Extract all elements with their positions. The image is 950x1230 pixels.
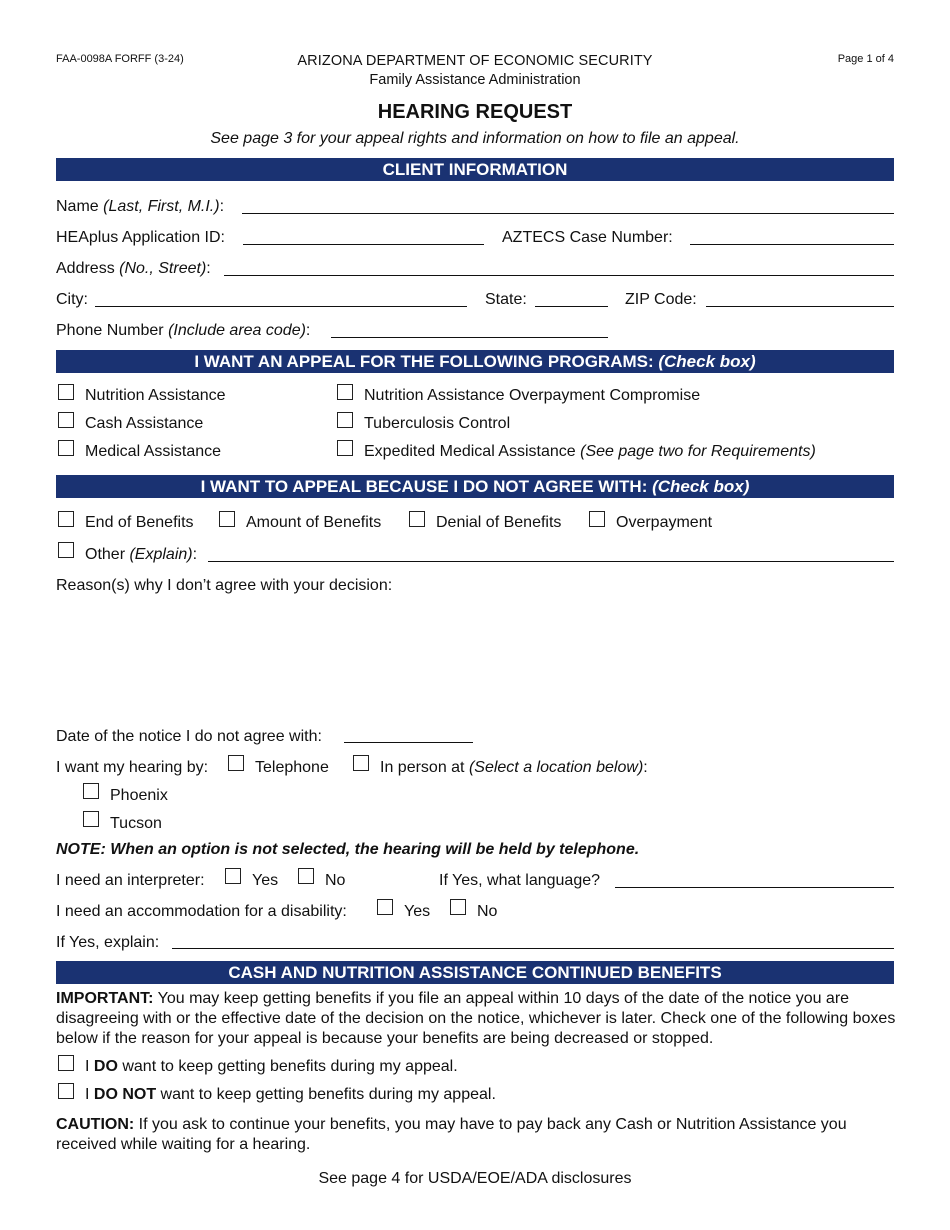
- nutrition-assistance-label: Nutrition Assistance: [85, 387, 226, 404]
- overpayment-compromise-label: Nutrition Assistance Overpayment Compromise: [364, 387, 701, 404]
- tucson-checkbox[interactable]: [83, 811, 99, 827]
- other-label: Other (Explain):: [85, 546, 198, 563]
- overpayment-compromise-checkbox[interactable]: [337, 384, 353, 400]
- accommodation-explain-field[interactable]: [172, 948, 894, 949]
- end-of-benefits-label: End of Benefits: [85, 514, 194, 531]
- section-client-information: CLIENT INFORMATION: [56, 158, 894, 181]
- cash-assistance-label: Cash Assistance: [85, 415, 204, 432]
- page-number: Page 1 of 4: [837, 53, 894, 65]
- interpreter-label: I need an interpreter:: [56, 872, 205, 889]
- state-label: State:: [485, 291, 527, 308]
- overpayment-checkbox[interactable]: [589, 511, 605, 527]
- keep-benefits-checkbox[interactable]: [58, 1055, 74, 1071]
- section-appeal-reasons: I WANT TO APPEAL BECAUSE I DO NOT AGREE WITH: (Check box): [56, 475, 894, 498]
- language-label: If Yes, what language?: [439, 872, 601, 889]
- tuberculosis-control-checkbox[interactable]: [337, 412, 353, 428]
- zip-label: ZIP Code:: [625, 291, 697, 308]
- tuberculosis-control-label: Tuberculosis Control: [364, 415, 511, 432]
- interpreter-yes-checkbox[interactable]: [225, 868, 241, 884]
- aztecs-field[interactable]: [690, 244, 894, 245]
- do-not-keep-benefits-checkbox[interactable]: [58, 1083, 74, 1099]
- disagree-reason-label: Reason(s) why I don’t agree with your decision:: [56, 577, 393, 594]
- accommodation-label: I need an accommodation for a disability:: [56, 903, 347, 920]
- end-of-benefits-checkbox[interactable]: [58, 511, 74, 527]
- do-not-keep-benefits-label: I DO NOT want to keep getting benefits during my appeal.: [85, 1086, 496, 1103]
- expedited-medical-checkbox[interactable]: [337, 440, 353, 456]
- keep-benefits-label: I DO want to keep getting benefits during my appeal.: [85, 1058, 458, 1075]
- accommodation-yes-checkbox[interactable]: [377, 899, 393, 915]
- state-field[interactable]: [535, 306, 608, 307]
- amount-of-benefits-checkbox[interactable]: [219, 511, 235, 527]
- hearing-method-label: I want my hearing by:: [56, 759, 209, 776]
- zip-field[interactable]: [706, 306, 894, 307]
- language-field[interactable]: [615, 887, 894, 888]
- other-explain-field[interactable]: [208, 561, 894, 562]
- expedited-medical-label: Expedited Medical Assistance (See page two for Requirements): [364, 443, 816, 460]
- division-name: Family Assistance Administration: [369, 72, 581, 88]
- phoenix-label: Phoenix: [110, 787, 168, 804]
- important-paragraph: IMPORTANT: You may keep getting benefits if you file an appeal within 10 days of the date of the notice you are disagreeing with or the effective date of the decision on the notice, whichever is later. Check one of the following boxes below if the reason for your appeal is because your benefits are being decreased or stopped.: [56, 990, 896, 1047]
- agency-name: ARIZONA DEPARTMENT OF ECONOMIC SECURITY: [297, 53, 653, 69]
- denial-of-benefits-checkbox[interactable]: [409, 511, 425, 527]
- telephone-label: Telephone: [255, 759, 329, 776]
- accommodation-no-checkbox[interactable]: [450, 899, 466, 915]
- phoenix-checkbox[interactable]: [83, 783, 99, 799]
- interpreter-yes-label: Yes: [252, 872, 279, 889]
- telephone-checkbox[interactable]: [228, 755, 244, 771]
- explain-label: If Yes, explain:: [56, 934, 160, 951]
- cash-assistance-checkbox[interactable]: [58, 412, 74, 428]
- nutrition-assistance-checkbox[interactable]: [58, 384, 74, 400]
- page-title: HEARING REQUEST: [377, 101, 573, 123]
- name-label: Name (Last, First, M.I.):: [56, 198, 225, 215]
- amount-of-benefits-label: Amount of Benefits: [246, 514, 382, 531]
- address-field[interactable]: [224, 275, 894, 276]
- form-code: FAA-0098A FORFF (3-24): [56, 53, 184, 65]
- heaplus-label: HEAplus Application ID:: [56, 229, 225, 246]
- overpayment-label: Overpayment: [616, 514, 713, 531]
- telephone-default-note: NOTE: When an option is not selected, the hearing will be held by telephone.: [56, 841, 640, 858]
- intro-text: See page 3 for your appeal rights and information on how to file an appeal.: [210, 130, 740, 147]
- medical-assistance-label: Medical Assistance: [85, 443, 222, 460]
- notice-date-label: Date of the notice I do not agree with:: [56, 728, 322, 745]
- city-field[interactable]: [95, 306, 467, 307]
- notice-date-field[interactable]: [344, 742, 473, 743]
- section-continued-benefits: CASH AND NUTRITION ASSISTANCE CONTINUED BENEFITS: [56, 961, 894, 984]
- in-person-checkbox[interactable]: [353, 755, 369, 771]
- city-label: City:: [56, 291, 88, 308]
- accommodation-no-label: No: [477, 903, 498, 920]
- disagree-reason-area[interactable]: [56, 598, 894, 718]
- in-person-label: In person at (Select a location below):: [380, 759, 648, 776]
- interpreter-no-label: No: [325, 872, 346, 889]
- address-label: Address (No., Street):: [56, 260, 211, 277]
- name-field[interactable]: [242, 213, 894, 214]
- medical-assistance-checkbox[interactable]: [58, 440, 74, 456]
- denial-of-benefits-label: Denial of Benefits: [436, 514, 562, 531]
- other-checkbox[interactable]: [58, 542, 74, 558]
- disclosure-footer: See page 4 for USDA/EOE/ADA disclosures: [318, 1170, 632, 1187]
- phone-label: Phone Number (Include area code):: [56, 322, 311, 339]
- tucson-label: Tucson: [110, 815, 162, 832]
- aztecs-label: AZTECS Case Number:: [502, 229, 673, 246]
- heaplus-field[interactable]: [243, 244, 484, 245]
- phone-field[interactable]: [331, 337, 608, 338]
- interpreter-no-checkbox[interactable]: [298, 868, 314, 884]
- section-programs: I WANT AN APPEAL FOR THE FOLLOWING PROGRAMS: (Check box): [56, 350, 894, 373]
- accommodation-yes-label: Yes: [404, 903, 431, 920]
- caution-paragraph: CAUTION: If you ask to continue your benefits, you may have to pay back any Cash or Nutrition Assistance you received while waiting for a hearing.: [56, 1116, 847, 1153]
